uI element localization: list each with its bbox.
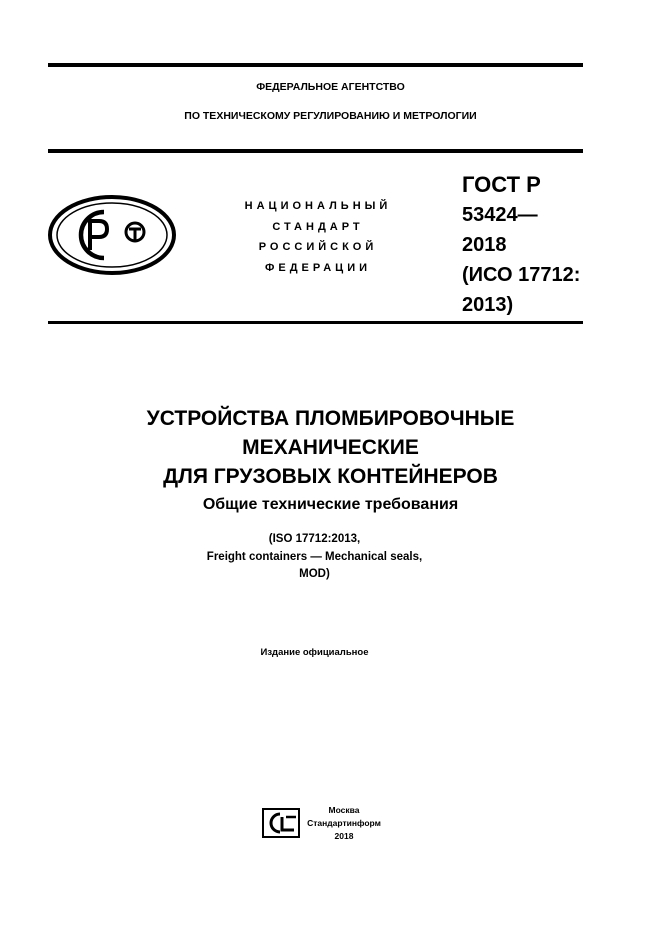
national-line-2: СТАНДАРТ bbox=[272, 220, 364, 233]
agency-line-1: ФЕДЕРАЛЬНОЕ АГЕНТСТВО bbox=[256, 81, 405, 93]
intl-line-2: Freight containers — Mechanical seals, bbox=[206, 550, 423, 563]
edition-label: Издание официальное bbox=[260, 647, 369, 658]
gost-line-1: ГОСТ Р bbox=[462, 172, 541, 197]
gost-line-3: 2018 bbox=[462, 234, 507, 256]
national-standard-label bbox=[228, 196, 408, 278]
document-title bbox=[0, 404, 661, 491]
gost-line-5: 2013) bbox=[462, 294, 514, 316]
header-rule bbox=[48, 149, 583, 153]
publisher-year: 2018 bbox=[334, 831, 354, 841]
top-rule bbox=[48, 63, 583, 67]
national-line-3: РОССИЙСКОЙ bbox=[258, 241, 378, 253]
intl-line-3: MOD) bbox=[299, 568, 330, 580]
intl-line-1: (ISO 17712:2013, bbox=[268, 533, 361, 545]
national-line-4: ФЕДЕРАЦИИ bbox=[264, 261, 372, 274]
standartinform-logo-icon bbox=[262, 808, 300, 843]
publisher-name: Стандартинформ bbox=[307, 818, 381, 828]
publisher-city: Москва bbox=[328, 805, 360, 815]
gost-line-2: 53424— bbox=[462, 204, 538, 226]
title-line-3: ДЛЯ ГРУЗОВЫХ КОНТЕЙНЕРОВ bbox=[163, 465, 498, 488]
national-line-1: НАЦИОНАЛЬНЫЙ bbox=[244, 200, 392, 212]
bottom-header-rule bbox=[48, 321, 583, 324]
title-line-1: УСТРОЙСТВА ПЛОМБИРОВОЧНЫЕ bbox=[146, 407, 515, 430]
standard-number bbox=[462, 170, 580, 320]
document-subtitle: Общие технические требования bbox=[202, 496, 459, 513]
rst-certification-mark-icon bbox=[46, 192, 178, 283]
title-line-2: МЕХАНИЧЕСКИЕ bbox=[242, 436, 419, 459]
agency-line-2: ПО ТЕХНИЧЕСКОМУ РЕГУЛИРОВАНИЮ И МЕТРОЛОГИИ bbox=[184, 110, 477, 122]
international-reference bbox=[0, 531, 629, 584]
publisher-block bbox=[304, 804, 384, 843]
gost-line-4: (ИСО 17712: bbox=[462, 264, 581, 286]
